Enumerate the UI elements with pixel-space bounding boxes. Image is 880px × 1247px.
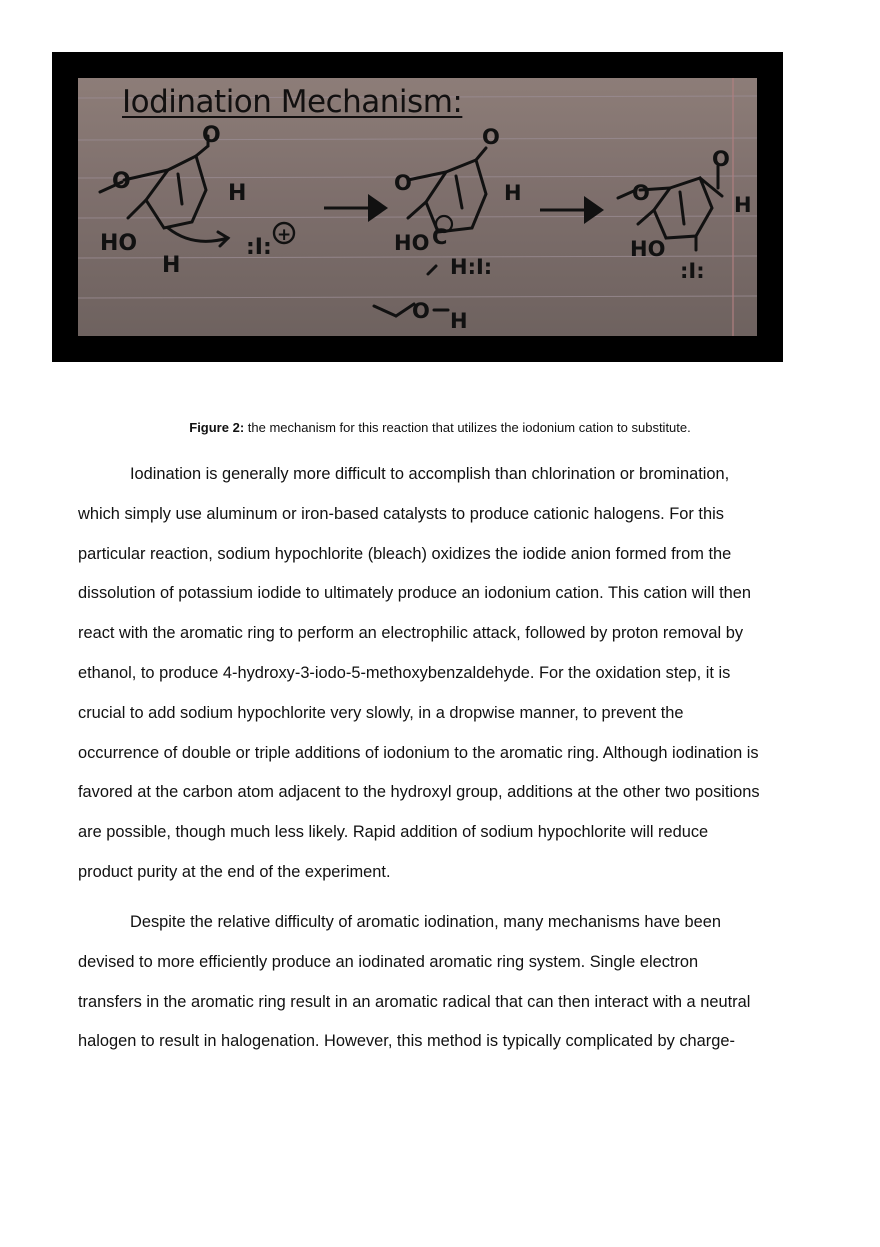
svg-text:O: O bbox=[202, 123, 221, 148]
svg-text:O: O bbox=[394, 171, 412, 195]
figure-caption bbox=[0, 420, 880, 435]
paragraph-1 bbox=[78, 455, 808, 893]
svg-text:O: O bbox=[412, 299, 430, 323]
figure-frame bbox=[52, 52, 783, 362]
svg-text:C: C bbox=[432, 225, 448, 249]
svg-text:O: O bbox=[112, 169, 131, 194]
line: halogen to result in halogenation. However, this method is typically complicated by charge- bbox=[78, 1032, 735, 1051]
svg-text:HO: HO bbox=[630, 237, 666, 261]
handwritten-title: Iodination Mechanism: bbox=[122, 84, 463, 120]
svg-text:H:I:: H:I: bbox=[450, 255, 493, 279]
caption-text: the mechanism for this reaction that utilizes the iodonium cation to substitute. bbox=[247, 420, 691, 435]
line: ethanol, to produce 4-hydroxy-3-iodo-5-methoxybenzaldehyde. For the oxidation step, it is bbox=[78, 663, 731, 682]
line: Iodination is generally more difficult to accomplish than chlorination or bromination, bbox=[130, 465, 730, 483]
intermediate-molecule bbox=[374, 148, 486, 316]
svg-text::I:: :I: bbox=[680, 259, 705, 283]
svg-text:H: H bbox=[504, 181, 522, 205]
svg-text:O: O bbox=[482, 125, 500, 149]
paragraph-2 bbox=[78, 903, 808, 1062]
svg-text:+: + bbox=[277, 225, 292, 245]
line: occurrence of double or triple additions of iodonium to the aromatic ring. Although iodination is bbox=[78, 743, 759, 762]
line: devised to more efficiently produce an iodinated aromatic ring system. Single electron bbox=[78, 952, 699, 971]
line: product purity at the end of the experiment. bbox=[78, 862, 391, 881]
caption-label: Figure 2: bbox=[189, 420, 245, 435]
svg-text:HO: HO bbox=[394, 231, 430, 255]
line: transfers in the aromatic ring result in an aromatic radical that can then interact with a neutral bbox=[78, 992, 751, 1011]
svg-text::I:: :I: bbox=[246, 235, 272, 260]
line: react with the aromatic ring to perform an electrophilic attack, followed by proton removal by bbox=[78, 624, 744, 643]
line: are possible, though much less likely. Rapid addition of sodium hypochlorite will reduce bbox=[78, 823, 709, 842]
svg-text:H: H bbox=[734, 193, 752, 217]
line: favored at the carbon atom adjacent to the hydroxyl group, additions at the other two positions bbox=[78, 783, 760, 802]
svg-text:H: H bbox=[450, 309, 468, 333]
line: dissolution of potassium iodide to ultimately produce an iodonium cation. This cation will then bbox=[78, 584, 752, 603]
svg-text:H: H bbox=[162, 253, 181, 278]
svg-text:HO: HO bbox=[100, 231, 138, 256]
svg-text:O: O bbox=[712, 147, 730, 171]
svg-text:H: H bbox=[228, 181, 247, 206]
line: particular reaction, sodium hypochlorite (bleach) oxidizes the iodide anion formed from the bbox=[78, 544, 732, 563]
line: crucial to add sodium hypochlorite very slowly, in a dropwise manner, to prevent the bbox=[78, 703, 684, 722]
line: Despite the relative difficulty of aromatic iodination, many mechanisms have been bbox=[130, 913, 721, 931]
mechanism-photo bbox=[78, 78, 757, 336]
svg-text:O: O bbox=[632, 181, 650, 205]
line: which simply use aluminum or iron-based catalysts to produce cationic halogens. For this bbox=[78, 504, 724, 523]
